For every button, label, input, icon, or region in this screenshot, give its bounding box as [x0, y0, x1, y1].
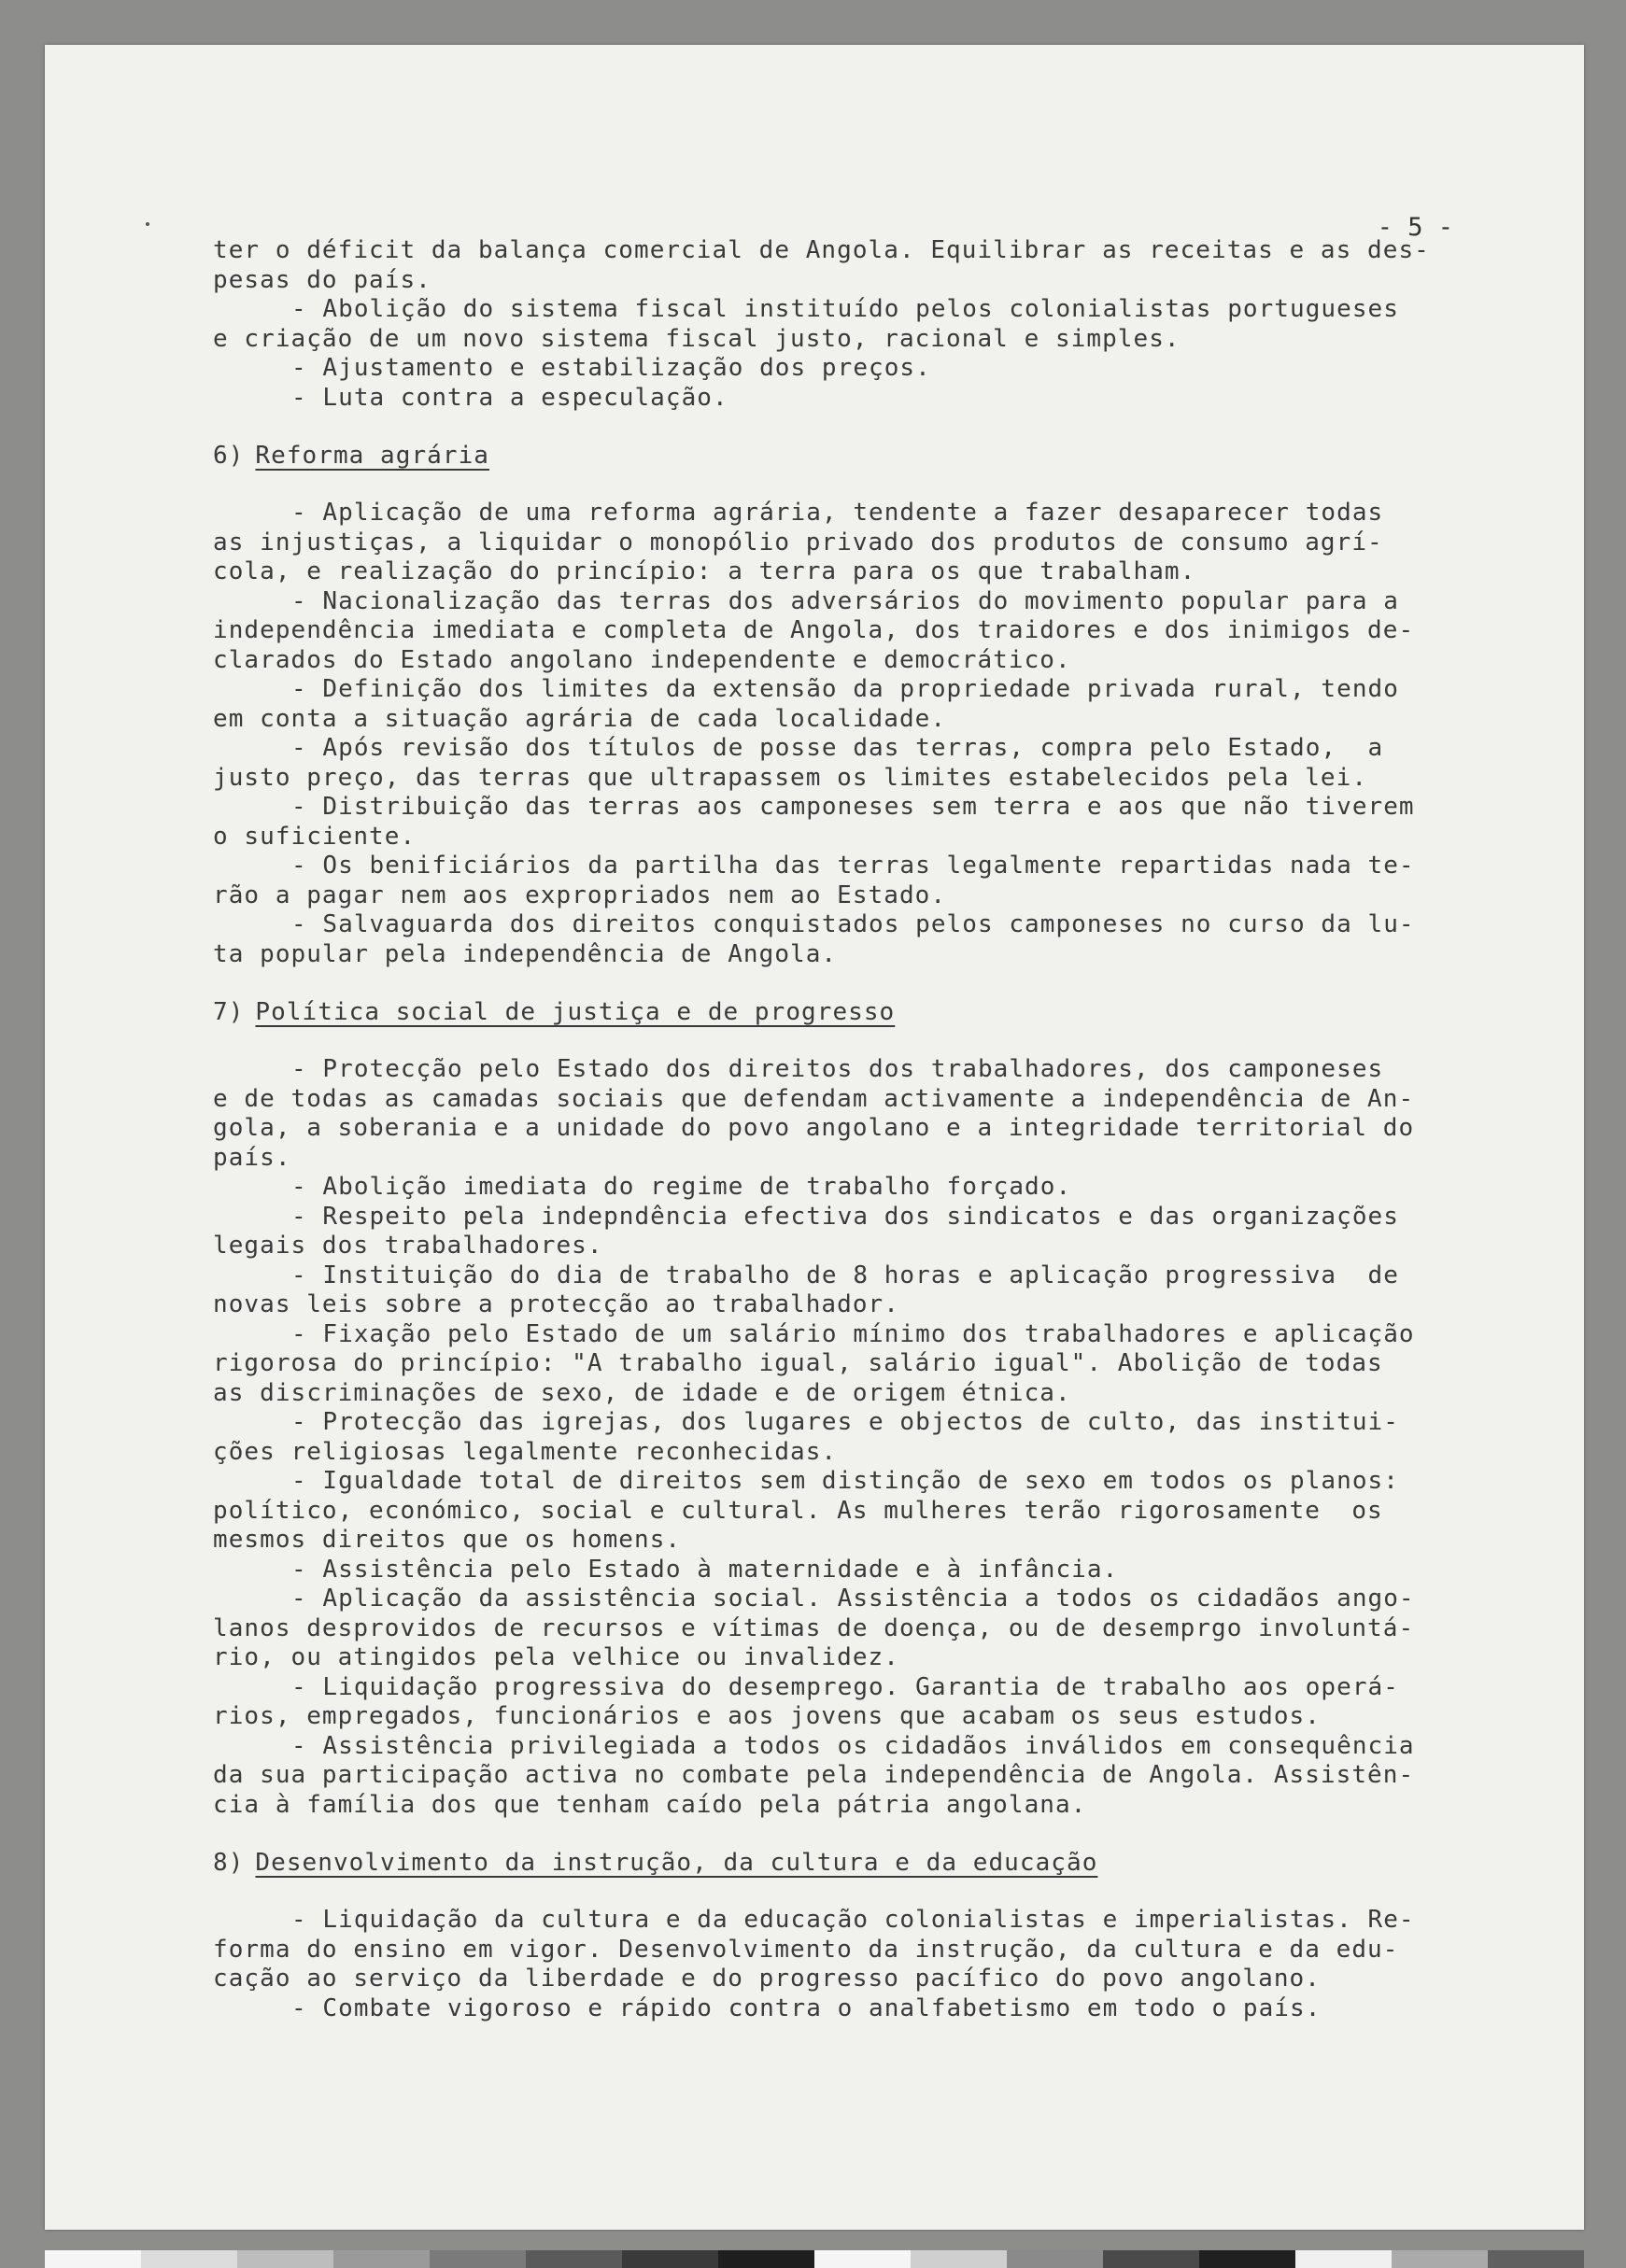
calibration-swatch — [1488, 2250, 1584, 2268]
text-line: o suficiente. — [213, 822, 417, 851]
text-line: as injustiças, a liquidar o monopólio privado dos produtos de consumo agrí- — [213, 528, 1383, 556]
text-line: - Ajustamento e estabilização dos preços. — [291, 354, 931, 382]
section-heading — [213, 997, 1520, 1027]
calibration-swatch — [622, 2250, 718, 2268]
page-number: - 5 - — [1377, 213, 1453, 242]
calibration-swatch — [237, 2250, 333, 2268]
section-number: 7) — [213, 998, 245, 1026]
calibration-swatch — [1295, 2250, 1392, 2268]
text-line: - Após revisão dos títulos de posse das terras, compra pelo Estado, a — [291, 734, 1384, 762]
text-line: - Protecção pelo Estado dos direitos dos trabalhadores, dos camponeses — [291, 1055, 1384, 1083]
text-line: - Combate vigoroso e rápido contra o analfabetismo em todo o país. — [291, 1993, 1322, 2022]
text-line: justo preço, das terras que ultrapassem os limites estabelecidos pela lei. — [213, 763, 1368, 792]
text-line: clarados do Estado angolano independente e democrático. — [213, 645, 1071, 674]
text-line: as discriminações de sexo, de idade e de origem étnica. — [213, 1378, 1071, 1407]
calibration-swatch — [911, 2250, 1007, 2268]
page-mark-dot — [146, 222, 149, 226]
calibration-swatch — [333, 2250, 430, 2268]
text-line: ções religiosas legalmente reconhecidas. — [213, 1437, 838, 1466]
calibration-swatch — [141, 2250, 237, 2268]
text-line: mesmos direitos que os homens. — [213, 1526, 682, 1554]
section-title: Desenvolvimento da instrução, da cultura e da educação — [255, 1849, 1098, 1877]
text-line: rigorosa do princípio: "A trabalho igual, salário igual". Abolição de todas — [213, 1349, 1383, 1377]
text-line: rio, ou atingidos pela velhice ou invalidez. — [213, 1643, 899, 1671]
text-line: ter o déficit da balança comercial de Angola. Equilibrar as receitas e as des- — [213, 236, 1430, 264]
text-line: - Liquidação progressiva do desemprego. Garantia de trabalho aos operá- — [291, 1672, 1399, 1701]
text-line: cação ao serviço da liberdade e do progresso pacífico do povo angolano. — [213, 1965, 1321, 1993]
section-heading — [213, 1848, 1520, 1878]
text-line: independência imediata e completa de Angola, dos traidores e dos inimigos de- — [213, 616, 1415, 644]
text-line: pesas do país. — [213, 265, 431, 294]
text-line: - Assistência privilegiada a todos os cidadãos inválidos em consequência — [291, 1731, 1415, 1760]
calibration-swatch — [1199, 2250, 1295, 2268]
text-line: - Definição dos limites da extensão da propriedade privada rural, tendo — [291, 675, 1399, 703]
calibration-swatch — [814, 2250, 911, 2268]
section-number: 8) — [213, 1849, 245, 1877]
color-calibration-strip — [45, 2250, 1584, 2268]
text-line: rios, empregados, funcionários e aos jovens que acabam os seus estudos. — [213, 1702, 1321, 1730]
text-line: em conta a situação agrária de cada localidade. — [213, 704, 947, 733]
text-line: - Nacionalização das terras dos adversários do movimento popular para a — [291, 586, 1399, 615]
text-line: - Aplicação da assistência social. Assistência a todos os cidadãos ango- — [291, 1585, 1415, 1613]
text-line: - Salvaguarda dos direitos conquistados pelos camponeses no curso da lu- — [291, 910, 1415, 938]
text-line: cola, e realização do princípio: a terra para os que trabalham. — [213, 557, 1196, 585]
text-line: político, económico, social e cultural. As mulheres terão rigorosamente os — [213, 1496, 1383, 1525]
text-line: - Assistência pelo Estado à maternidade e à infância. — [291, 1555, 1119, 1584]
text-line: lanos desprovidos de recursos e vítimas de doença, ou de desemprgo involuntá- — [213, 1613, 1415, 1642]
calibration-swatch — [1007, 2250, 1103, 2268]
calibration-swatch — [1103, 2250, 1199, 2268]
calibration-swatch — [45, 2250, 141, 2268]
section-heading — [213, 441, 1520, 471]
text-line: - Aplicação de uma reforma agrária, tendente a fazer desaparecer todas — [291, 499, 1384, 527]
text-line: - Os benificiários da partilha das terras legalmente repartidas nada te- — [291, 852, 1415, 880]
text-line: e criação de um novo sistema fiscal justo, racional e simples. — [213, 324, 1181, 353]
section-number: 6) — [213, 442, 245, 470]
text-line: e de todas as camadas sociais que defendam activamente a independência de An- — [213, 1084, 1415, 1113]
text-line: novas leis sobre a protecção ao trabalhador. — [213, 1290, 899, 1318]
document-page — [45, 45, 1584, 2230]
section-title: Política social de justiça e de progresso — [255, 998, 896, 1026]
document-body — [213, 236, 1520, 2023]
text-line: forma do ensino em vigor. Desenvolvimento da instrução, da cultura e da edu- — [213, 1935, 1399, 1964]
text-line: - Abolição do sistema fiscal instituído pelos colonialistas portugueses — [291, 295, 1399, 323]
text-line: - Respeito pela indepndência efectiva dos sindicatos e das organizações — [291, 1202, 1399, 1231]
text-line: rão a pagar nem aos expropriados nem ao Estado. — [213, 880, 947, 909]
text-line: - Abolição imediata do regime de trabalho forçado. — [291, 1173, 1072, 1201]
text-line: cia à família dos que tenham caído pela pátria angolana. — [213, 1790, 1087, 1819]
text-line: - Igualdade total de direitos sem distinção de sexo em todos os planos: — [291, 1467, 1399, 1495]
text-line: - Liquidação da cultura e da educação colonialistas e imperialistas. Re- — [291, 1906, 1415, 1934]
text-line: da sua participação activa no combate pela independência de Angola. Assistên- — [213, 1761, 1415, 1789]
text-line: ta popular pela independência de Angola. — [213, 939, 838, 968]
section-title: Reforma agrária — [255, 442, 489, 470]
text-line: país. — [213, 1143, 291, 1172]
calibration-swatch — [430, 2250, 526, 2268]
text-line: - Distribuição das terras aos camponeses sem terra e aos que não tiverem — [291, 793, 1415, 821]
calibration-swatch — [718, 2250, 814, 2268]
text-line: - Instituição do dia de trabalho de 8 horas e aplicação progressiva de — [291, 1261, 1399, 1289]
text-line: gola, a soberania e a unidade do povo angolano e a integridade territorial do — [213, 1114, 1415, 1142]
text-line: - Fixação pelo Estado de um salário mínimo dos trabalhadores e aplicação — [291, 1319, 1415, 1348]
text-line: legais dos trabalhadores. — [213, 1232, 603, 1260]
calibration-swatch — [526, 2250, 622, 2268]
text-line: - Luta contra a especulação. — [291, 383, 728, 412]
calibration-swatch — [1392, 2250, 1488, 2268]
text-line: - Protecção das igrejas, dos lugares e objectos de culto, das institui- — [291, 1408, 1399, 1436]
